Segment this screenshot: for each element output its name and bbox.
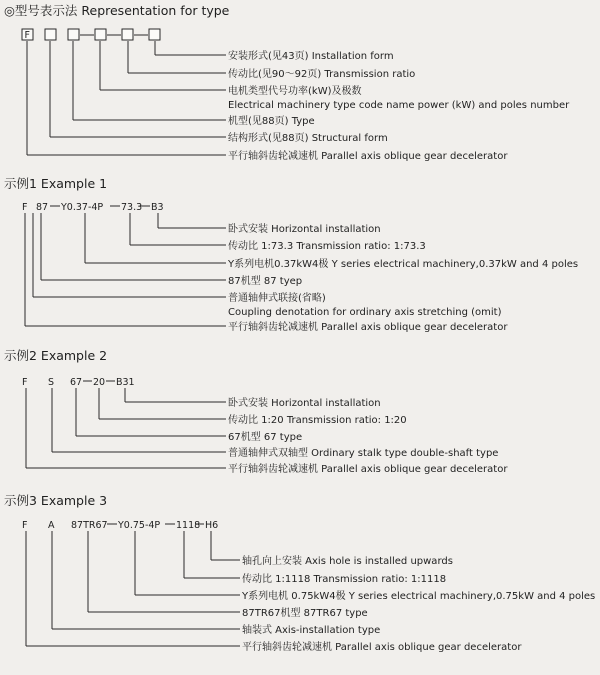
example-1-item-ratio: 传动比 1:73.3 Transmission ratio: 1:73.3 (228, 241, 426, 252)
example-3-code-structure: F (22, 520, 28, 531)
example-1-code-ratio: 73.3 (121, 202, 143, 213)
example-1-code-install: B3 (151, 202, 164, 213)
example-1-item-type: 87机型 87 tyep (228, 276, 303, 287)
example-3-code-ratio: 1118 (176, 520, 201, 531)
code-box-structure-label: F (24, 30, 30, 41)
example-1-code-motor: Y0.37-4P (61, 202, 104, 213)
section-title: ◎型号表示法 Representation for type (4, 3, 230, 18)
example-2-item-installation: 卧式安装 Horizontal installation (228, 398, 381, 409)
code-box-motor (68, 29, 79, 40)
example-3-item-installation: 轴孔向上安装 Axis hole is installed upwards (242, 556, 453, 567)
example-3-item-motor: Y系列电机 0.75kW4极 Y series electrical machinery,0.75kW and 4 poles (242, 591, 596, 602)
example-3-item-type: 87TR67机型 87TR67 type (242, 608, 368, 619)
example-1-item-coupling-en: Coupling denotation for ordinary axis stretching (omit) (228, 307, 502, 318)
example-3 (4, 493, 595, 653)
example-1-code-structure: F (22, 202, 28, 213)
example-2-item-shaft: 普通轴伸式双轴型 Ordinary stalk type double-shaft type (228, 448, 499, 459)
rep-item-transmission-ratio: 传动比(见90～92页) Transmission ratio (228, 69, 416, 80)
example-2 (4, 348, 508, 475)
rep-item-product-name: 平行轴斜齿轮减速机 Parallel axis oblique gear decelerator (228, 151, 508, 162)
representation-diagram (22, 29, 570, 162)
rep-item-motor-type-cn: 电机类型代号功率(kW)及极数 (228, 86, 362, 97)
example-2-item-type: 67机型 67 type (228, 432, 303, 443)
example-1-item-installation: 卧式安装 Horizontal installation (228, 224, 381, 235)
example-2-item-product-name: 平行轴斜齿轮减速机 Parallel axis oblique gear decelerator (228, 464, 508, 475)
rep-item-type: 机型(见88页) Type (228, 116, 315, 127)
example-3-code-shaft: A (48, 520, 55, 531)
example-2-code-structure: F (22, 377, 28, 388)
example-2-code-ratio: 20 (93, 377, 106, 388)
example-3-item-ratio: 传动比 1:1118 Transmission ratio: 1:1118 (242, 574, 447, 585)
example-1-item-coupling-cn: 普通轴伸式联接(省略) (228, 293, 326, 304)
example-1-code-type: 87 (36, 202, 49, 213)
example-2-title: 示例2 Example 2 (4, 348, 108, 363)
rep-item-installation-form: 安装形式(见43页) Installation form (228, 51, 394, 62)
example-2-code-install: B31 (116, 377, 135, 388)
code-box-type (45, 29, 56, 40)
example-1-item-motor: Y系列电机0.37kW4极 Y series electrical machinery,0.37kW and 4 poles (228, 259, 579, 270)
code-box-install (149, 29, 160, 40)
example-1 (4, 176, 578, 333)
code-box-mount (122, 29, 133, 40)
example-2-code-type: 67 (70, 377, 83, 388)
example-3-code-type: 87TR67 (71, 520, 108, 531)
example-1-title: 示例1 Example 1 (4, 176, 108, 191)
example-3-title: 示例3 Example 3 (4, 493, 108, 508)
example-3-code-motor: Y0.75-4P (118, 520, 161, 531)
rep-item-structural-form: 结构形式(见88页) Structural form (228, 133, 388, 144)
example-3-item-shaft: 轴装式 Axis-installation type (242, 625, 381, 636)
example-3-code-install: H6 (205, 520, 219, 531)
example-2-item-ratio: 传动比 1:20 Transmission ratio: 1:20 (228, 415, 407, 426)
code-box-ratio (95, 29, 106, 40)
rep-item-motor-type-en: Electrical machinery type code name power (kW) and poles number (228, 100, 570, 111)
example-1-item-product-name: 平行轴斜齿轮减速机 Parallel axis oblique gear decelerator (228, 322, 508, 333)
example-2-code-shaft: S (48, 377, 55, 388)
example-3-item-product-name: 平行轴斜齿轮减速机 Parallel axis oblique gear decelerator (242, 642, 522, 653)
